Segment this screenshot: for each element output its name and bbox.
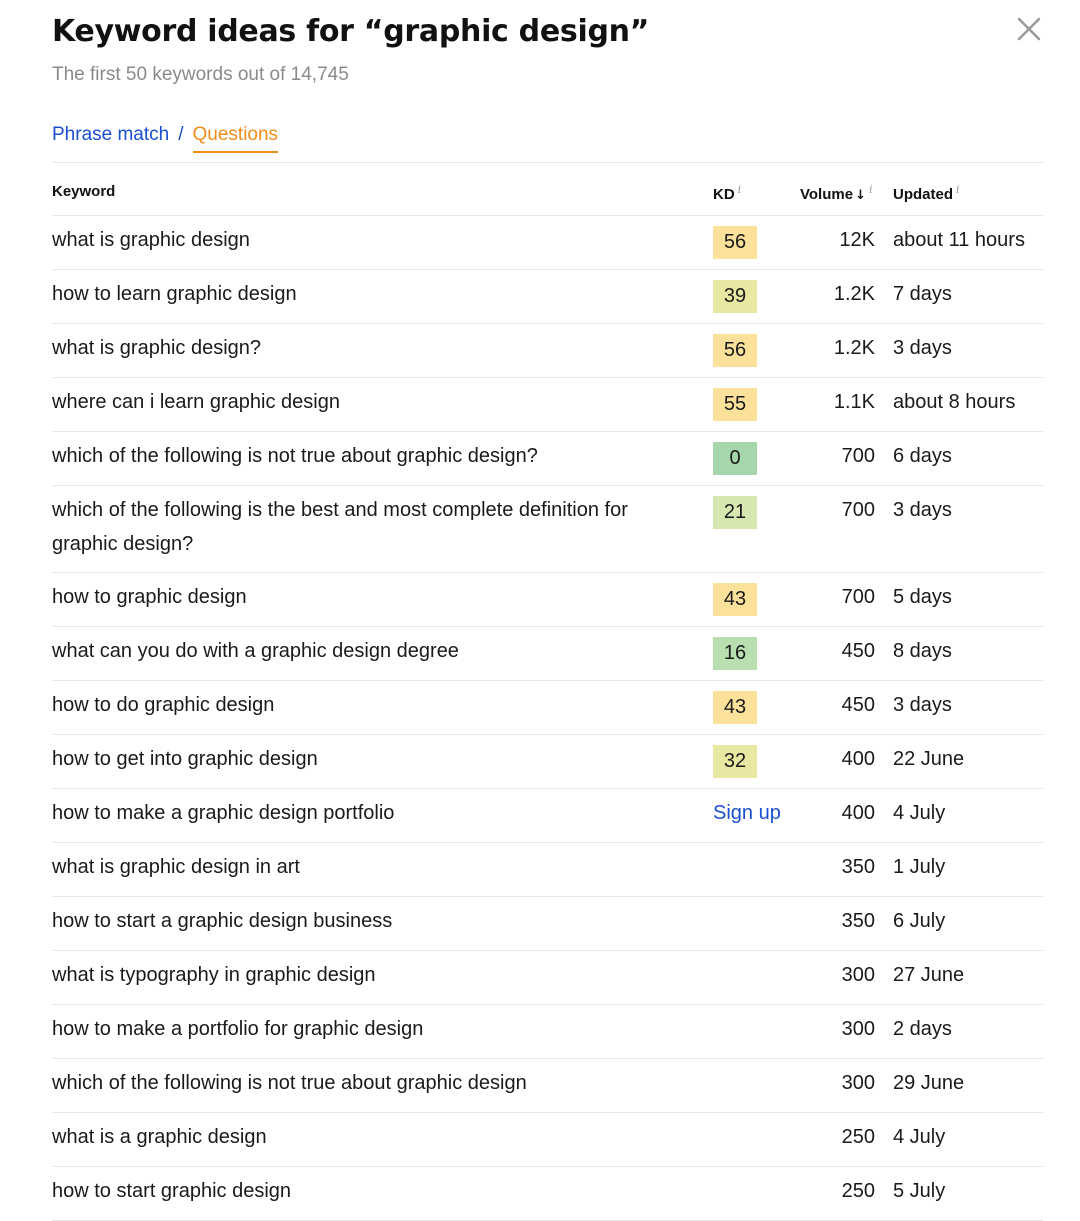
table-row[interactable] [52,216,1043,270]
updated-cell: 5 July [893,1180,946,1202]
volume-cell: 250 [841,1180,875,1202]
keyword-cell[interactable]: how to start a graphic design business [52,910,393,932]
volume-cell: 400 [841,748,875,770]
kd-badge: 16 [713,637,757,670]
volume-cell: 700 [841,499,875,521]
volume-cell: 450 [841,640,875,662]
kd-badge: 55 [713,388,757,421]
updated-cell: about 8 hours [893,391,1016,413]
keyword-cell[interactable]: what is graphic design? [52,337,262,359]
close-icon[interactable] [1016,16,1042,42]
table-row[interactable] [52,486,1043,573]
volume-cell: 1.1K [833,391,875,413]
dialog-subtitle: The first 50 keywords out of 14,745 [52,64,349,85]
kd-badge: 39 [713,280,757,313]
column-header-keyword[interactable]: Keyword [52,183,116,200]
keyword-cell[interactable]: which of the following is not true about graphic design [52,1072,527,1094]
updated-cell: 3 days [893,499,952,521]
column-header-volume[interactable]: Volume ↓ $^i$ [800,183,873,203]
info-icon[interactable]: i [737,183,742,196]
table-row[interactable] [52,324,1043,378]
volume-cell: 300 [841,964,875,986]
volume-cell: 250 [841,1126,875,1148]
keyword-cell[interactable]: how to graphic design [52,586,247,608]
kd-badge: 32 [713,745,757,778]
table-row[interactable] [52,789,1043,843]
column-header-updated[interactable]: Updated $^i$ [893,183,960,203]
keyword-cell[interactable]: what can you do with a graphic design degree [52,640,459,662]
table-row[interactable] [52,735,1043,789]
updated-cell: 27 June [893,964,965,986]
info-icon[interactable]: i [956,183,960,196]
updated-cell: 3 days [893,694,952,716]
updated-cell: 29 June [893,1072,965,1094]
volume-cell: 300 [841,1072,875,1094]
keyword-cell[interactable]: what is a graphic design [52,1126,267,1148]
table-row[interactable] [52,573,1043,627]
keyword-cell[interactable]: what is typography in graphic design [52,964,376,986]
keyword-cell[interactable]: which of the following is not true about graphic design? [52,445,538,467]
volume-cell: 12K [839,229,875,251]
keyword-cell[interactable]: how to get into graphic design [52,748,318,770]
volume-cell: 700 [841,445,875,467]
kd-badge: 0 [713,442,757,475]
table-body [52,216,1043,1221]
keyword-cell[interactable]: how to make a portfolio for graphic design [52,1018,424,1040]
table-row[interactable] [52,1005,1043,1059]
keyword-cell[interactable]: how to make a graphic design portfolio [52,802,395,824]
table-row[interactable] [52,627,1043,681]
updated-cell: 4 July [893,1126,946,1148]
volume-cell: 450 [841,694,875,716]
keyword-ideas-dialog [52,0,1043,1202]
volume-cell: 1.2K [833,283,875,305]
table-row[interactable] [52,1167,1043,1221]
table-row[interactable] [52,897,1043,951]
table-row[interactable] [52,1059,1043,1113]
keyword-cell[interactable]: how to learn graphic design [52,283,297,305]
kd-badge: 43 [713,691,757,724]
volume-cell: 350 [841,910,875,932]
kd-badge: 56 [713,226,757,259]
updated-cell: 5 days [893,586,952,608]
table-row[interactable] [52,951,1043,1005]
tab-separator: / [178,124,184,145]
volume-cell: 1.2K [833,337,875,359]
tab-bar [52,124,278,153]
volume-cell: 400 [841,802,875,824]
kd-badge: 43 [713,583,757,616]
updated-cell: 22 June [893,748,965,770]
tab-questions[interactable]: Questions [193,124,279,153]
updated-cell: 3 days [893,337,952,359]
updated-cell: 4 July [893,802,946,824]
keyword-cell[interactable]: which of the following is the best and most complete definition for graphic design? [52,499,628,555]
keyword-cell[interactable]: where can i learn graphic design [52,391,340,413]
info-icon[interactable]: i [868,183,873,196]
updated-cell: 7 days [893,283,952,305]
table-row[interactable] [52,1113,1043,1167]
kd-badge: 56 [713,334,757,367]
updated-cell: 8 days [893,640,952,662]
volume-cell: 300 [841,1018,875,1040]
sort-arrow-down-icon: ↓ [855,188,866,203]
keyword-cell[interactable]: how to start graphic design [52,1180,292,1202]
table-row[interactable] [52,378,1043,432]
table-row[interactable] [52,270,1043,324]
table-header [52,163,1043,216]
updated-cell: about 11 hours [893,229,1025,251]
updated-cell: 6 July [893,910,946,932]
updated-cell: 1 July [893,856,946,878]
updated-cell: 2 days [893,1018,952,1040]
sign-up-link[interactable]: Sign up [713,802,781,824]
column-header-kd[interactable]: KD $^i$ [713,183,742,203]
keyword-cell[interactable]: what is graphic design [52,229,250,251]
tab-phrase-match[interactable]: Phrase match [52,124,170,145]
updated-cell: 6 days [893,445,952,467]
volume-cell: 350 [841,856,875,878]
table-row[interactable] [52,681,1043,735]
table-row[interactable] [52,843,1043,897]
dialog-title: Keyword ideas for “graphic design” [52,14,650,49]
keyword-cell[interactable]: how to do graphic design [52,694,275,716]
table-row[interactable] [52,432,1043,486]
kd-badge: 21 [713,496,757,529]
volume-cell: 700 [841,586,875,608]
keyword-cell[interactable]: what is graphic design in art [52,856,300,878]
